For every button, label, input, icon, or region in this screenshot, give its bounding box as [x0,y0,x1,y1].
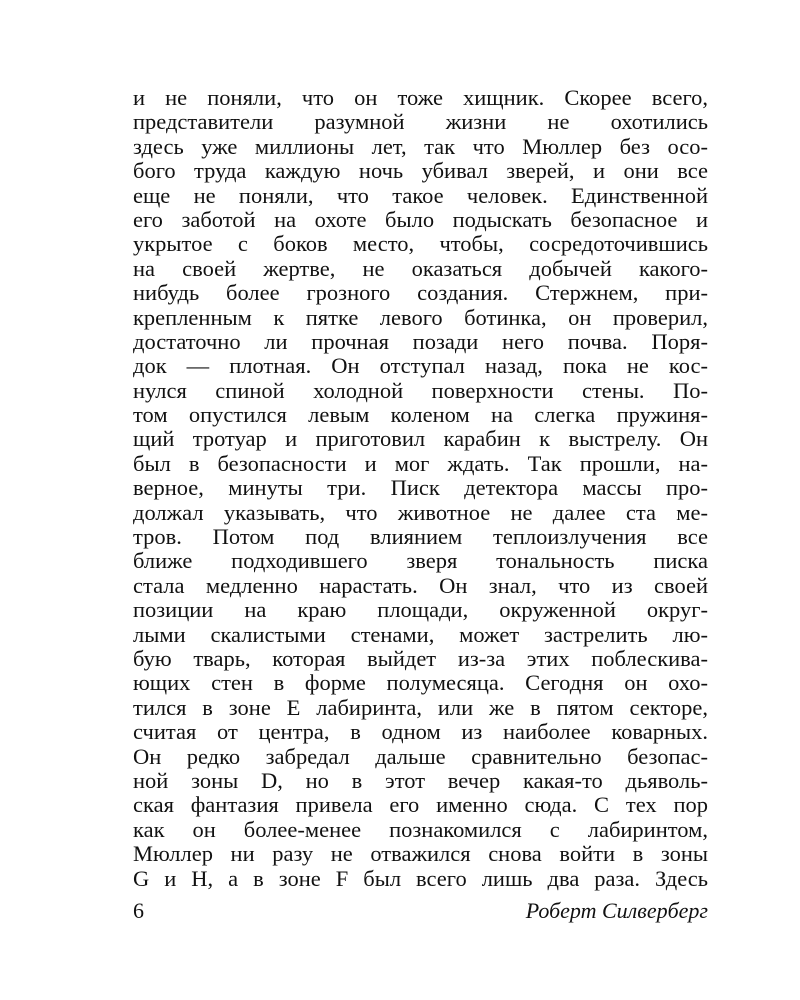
text-line: Он редко забредал дальше сравнительно безопас- [133,743,708,769]
body-text [133,86,708,891]
text-line: считая от центра, в одном из наиболее коварных. [133,719,708,745]
running-head-author: Роберт Силверберг [525,898,708,923]
text-line: и не поняли, что он тоже хищник. Скорее всего, [133,85,708,110]
text-line: док — плотная. Он отступал назад, пока не кос- [133,353,708,379]
text-line: должал указывать, что животное не далее ста ме- [133,499,708,525]
text-line: бую тварь, которая выйдет из-за этих поблескива- [133,645,708,671]
text-line: был в безопасности и мог ждать. Так прошли, на- [133,450,708,476]
text-line: лыми скалистыми стенами, может застрелить лю- [133,621,708,647]
text-line: Мюллер ни разу не отважился снова войти в зоны [133,841,708,867]
text-line: тился в зоне E лабиринта, или же в пятом секторе, [133,694,708,720]
text-line: позиции на краю площади, окруженной округ- [133,597,708,623]
text-line: укрытое с боков место, чтобы, сосредоточившись [133,231,708,257]
text-line: ной зоны D, но в этот вечер какая-то дьяволь- [133,767,708,793]
text-line: ближе подходившего зверя тональность писка [133,548,708,574]
text-line: нулся спиной холодной поверхности стены. По- [133,377,708,403]
text-line: на своей жертве, не оказаться добычей какого- [133,255,708,281]
text-line: стала медленно нарастать. Он знал, что из своей [133,572,708,598]
text-line: тров. Потом под влиянием теплоизлучения все [133,524,708,550]
text-line: том опустился левым коленом на слегка пружиня- [133,402,708,428]
text-line: как он более-менее познакомился с лабиринтом, [133,816,708,842]
text-line: ская фантазия привела его именно сюда. С тех пор [133,792,708,818]
text-line: здесь уже миллионы лет, так что Мюллер без осо- [133,133,708,159]
page-footer [133,896,708,926]
text-line: G и H, а в зоне F был всего лишь два раза. Здесь [133,865,708,891]
page-number: 6 [133,898,144,923]
text-line: щий тротуар и приготовил карабин к выстрелу. Он [133,426,708,452]
text-line: нибудь более грозного создания. Стержнем, при- [133,280,708,306]
text-line: верное, минуты три. Писк детектора массы про- [133,475,708,501]
text-line: его заботой на охоте было подыскать безопасное и [133,206,708,232]
text-line: бого труда каждую ночь убивал зверей, и они все [133,158,708,184]
text-line: представители разумной жизни не охотились [133,109,708,135]
text-line: достаточно ли прочная позади него почва. Поря- [133,328,708,354]
text-line: еще не поняли, что такое человек. Единственной [133,182,708,208]
text-line: ющих стен в форме полумесяца. Сегодня он охо- [133,670,708,696]
text-line: крепленным к пятке левого ботинка, он проверил, [133,304,708,330]
